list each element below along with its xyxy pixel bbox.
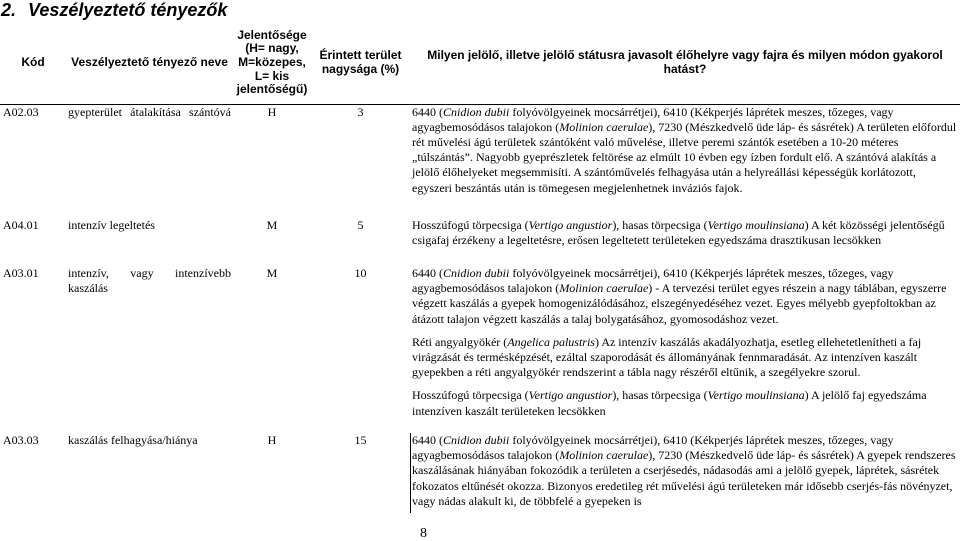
row-area: 10 <box>354 266 367 280</box>
row-impact <box>410 433 960 512</box>
header-importance: Jelentősége (H= nagy, M=közepes, L= kis jelentőségű) <box>236 27 308 97</box>
row-code: A02.03 <box>3 104 39 119</box>
table-row <box>0 266 960 433</box>
section-number: 2. <box>1 0 17 20</box>
impact-paragraph: 6440 (Cnidion dubii folyóvölgyeinek mocsárrétjei), 6410 (Kékperjés láprétek meszes, tőzeges, vagy agyagbemosódásos talajokon (Molinion caerulae), 7230 (Mészkedvelő üde láp- és sásrétek) A gyepek rendszeres kaszálásának hiányában fokozódik a területen a cserjésedés, nádasodás ami a jelölő gyepek, láprétek, sásrétek fokozatos eltűnését okozza. Bizonyos eredetileg rét művelési ágú területeken már idősebb cserjés-fás növényzet, vagy nádas alakult ki, de többfelé a gyepeken is <box>412 433 956 508</box>
row-impact <box>410 266 960 433</box>
header-code: Kód <box>21 54 45 69</box>
table-row <box>0 433 960 512</box>
row-impact <box>410 218 960 266</box>
column-divider <box>410 433 411 513</box>
row-area: 15 <box>354 433 367 447</box>
row-code: A03.03 <box>3 433 39 447</box>
row-area: 3 <box>357 104 364 119</box>
row-importance: M <box>266 266 278 280</box>
row-importance: M <box>266 218 278 232</box>
table-header-row <box>0 22 960 104</box>
table-row <box>0 218 960 266</box>
impact-paragraph: 6440 (Cnidion dubii folyóvölgyeinek mocsárrétjei), 6410 (Kékperjés láprétek meszes, tőzeges, vagy agyagbemosódásos talajokon (Molinion caerulae), 7230 (Mészkedvelő üde láp- és sásrétek) A területen előfordul rét művelési ágú területek szántóként való művelése, illetve peremi szántók esetében a 10-20 méteres „túlszántás”. Nagyobb gyeprészletek feltörése az elmúlt 10 évben egy ízben fordult elő. A szántóvá alakítás a jelölő élőhelyeket megsemmisíti. A szántóművelés felhagyása után a helyreállási képességük korlátozott, egyszeri beszántás után is tömegesen megjelenhetnek inváziós fajok. <box>412 104 957 195</box>
row-importance: H <box>267 433 277 447</box>
header-impact: Milyen jelölő, illetve jelölő státusra javasolt élőhelyre vagy fajra és milyen módon gyakorol hatást? <box>427 48 943 76</box>
row-factor: intenzív legeltetés <box>68 218 155 232</box>
row-impact <box>410 104 960 218</box>
header-affected-area: Érintett terület nagysága (%) <box>319 48 402 76</box>
section-heading <box>0 0 960 22</box>
impact-paragraph: 6440 (Cnidion dubii folyóvölgyeinek mocsárrétjei), 6410 (Kékperjés láprétek meszes, tőzeges, vagy agyagbemosódásos talajokon (Molinion caerulae) - A tervezési terület egyes részein a nagy táblában, egyszerre végzett kaszálás a gyepek homogenizálódásához, elszegényedéséhez vezet. Egyes mélyebb gyepfoltokban az átázott talajon végzett kaszálás a talaj bolygatásához, gyomosodáshoz vezet. <box>412 266 947 326</box>
page-number: 8 <box>420 526 427 541</box>
row-code: A03.01 <box>3 266 39 280</box>
table-row <box>0 104 960 218</box>
header-factor-name: Veszélyeztető tényező neve <box>71 54 228 69</box>
impact-paragraph: Réti angyalgyökér (Angelica palustris) Az intenzív kaszálás akadályozhatja, esetleg ellehetetlenítheti a faj virágzását és termésképzését, ezáltal szaporodását és állományának fennmaradását. Az intenzíven kaszált gyepekben a réti angyalgyökér rendszerint a tábla nagy részéről eltűnik, a szegélyekre szorul. <box>412 334 922 380</box>
threats-table <box>0 22 960 512</box>
impact-paragraph: Hosszúfogú törpecsiga (Vertigo angustior), hasas törpecsiga (Vertigo moulinsiana) A két közösségi jelentőségű csigafaj érzékeny a legeltetésre, erősen legeltetett területeken egyedszáma drasztikusan lecsökken <box>412 218 945 248</box>
row-factor: gyepterület átalakítása szántóvá <box>68 104 231 119</box>
section-title: Veszélyeztető tényezők <box>28 0 228 20</box>
row-factor: intenzív, vagy intenzívebb kaszálás <box>68 266 231 296</box>
row-importance: H <box>267 104 277 119</box>
row-factor: kaszálás felhagyása/hiánya <box>68 433 198 447</box>
impact-paragraph: Hosszúfogú törpecsiga (Vertigo angustior), hasas törpecsiga (Vertigo moulinsiana) A jelölő faj egyedszáma intenzíven kaszált területeken lecsökken <box>412 388 927 418</box>
row-code: A04.01 <box>3 218 39 232</box>
row-area: 5 <box>357 218 364 232</box>
